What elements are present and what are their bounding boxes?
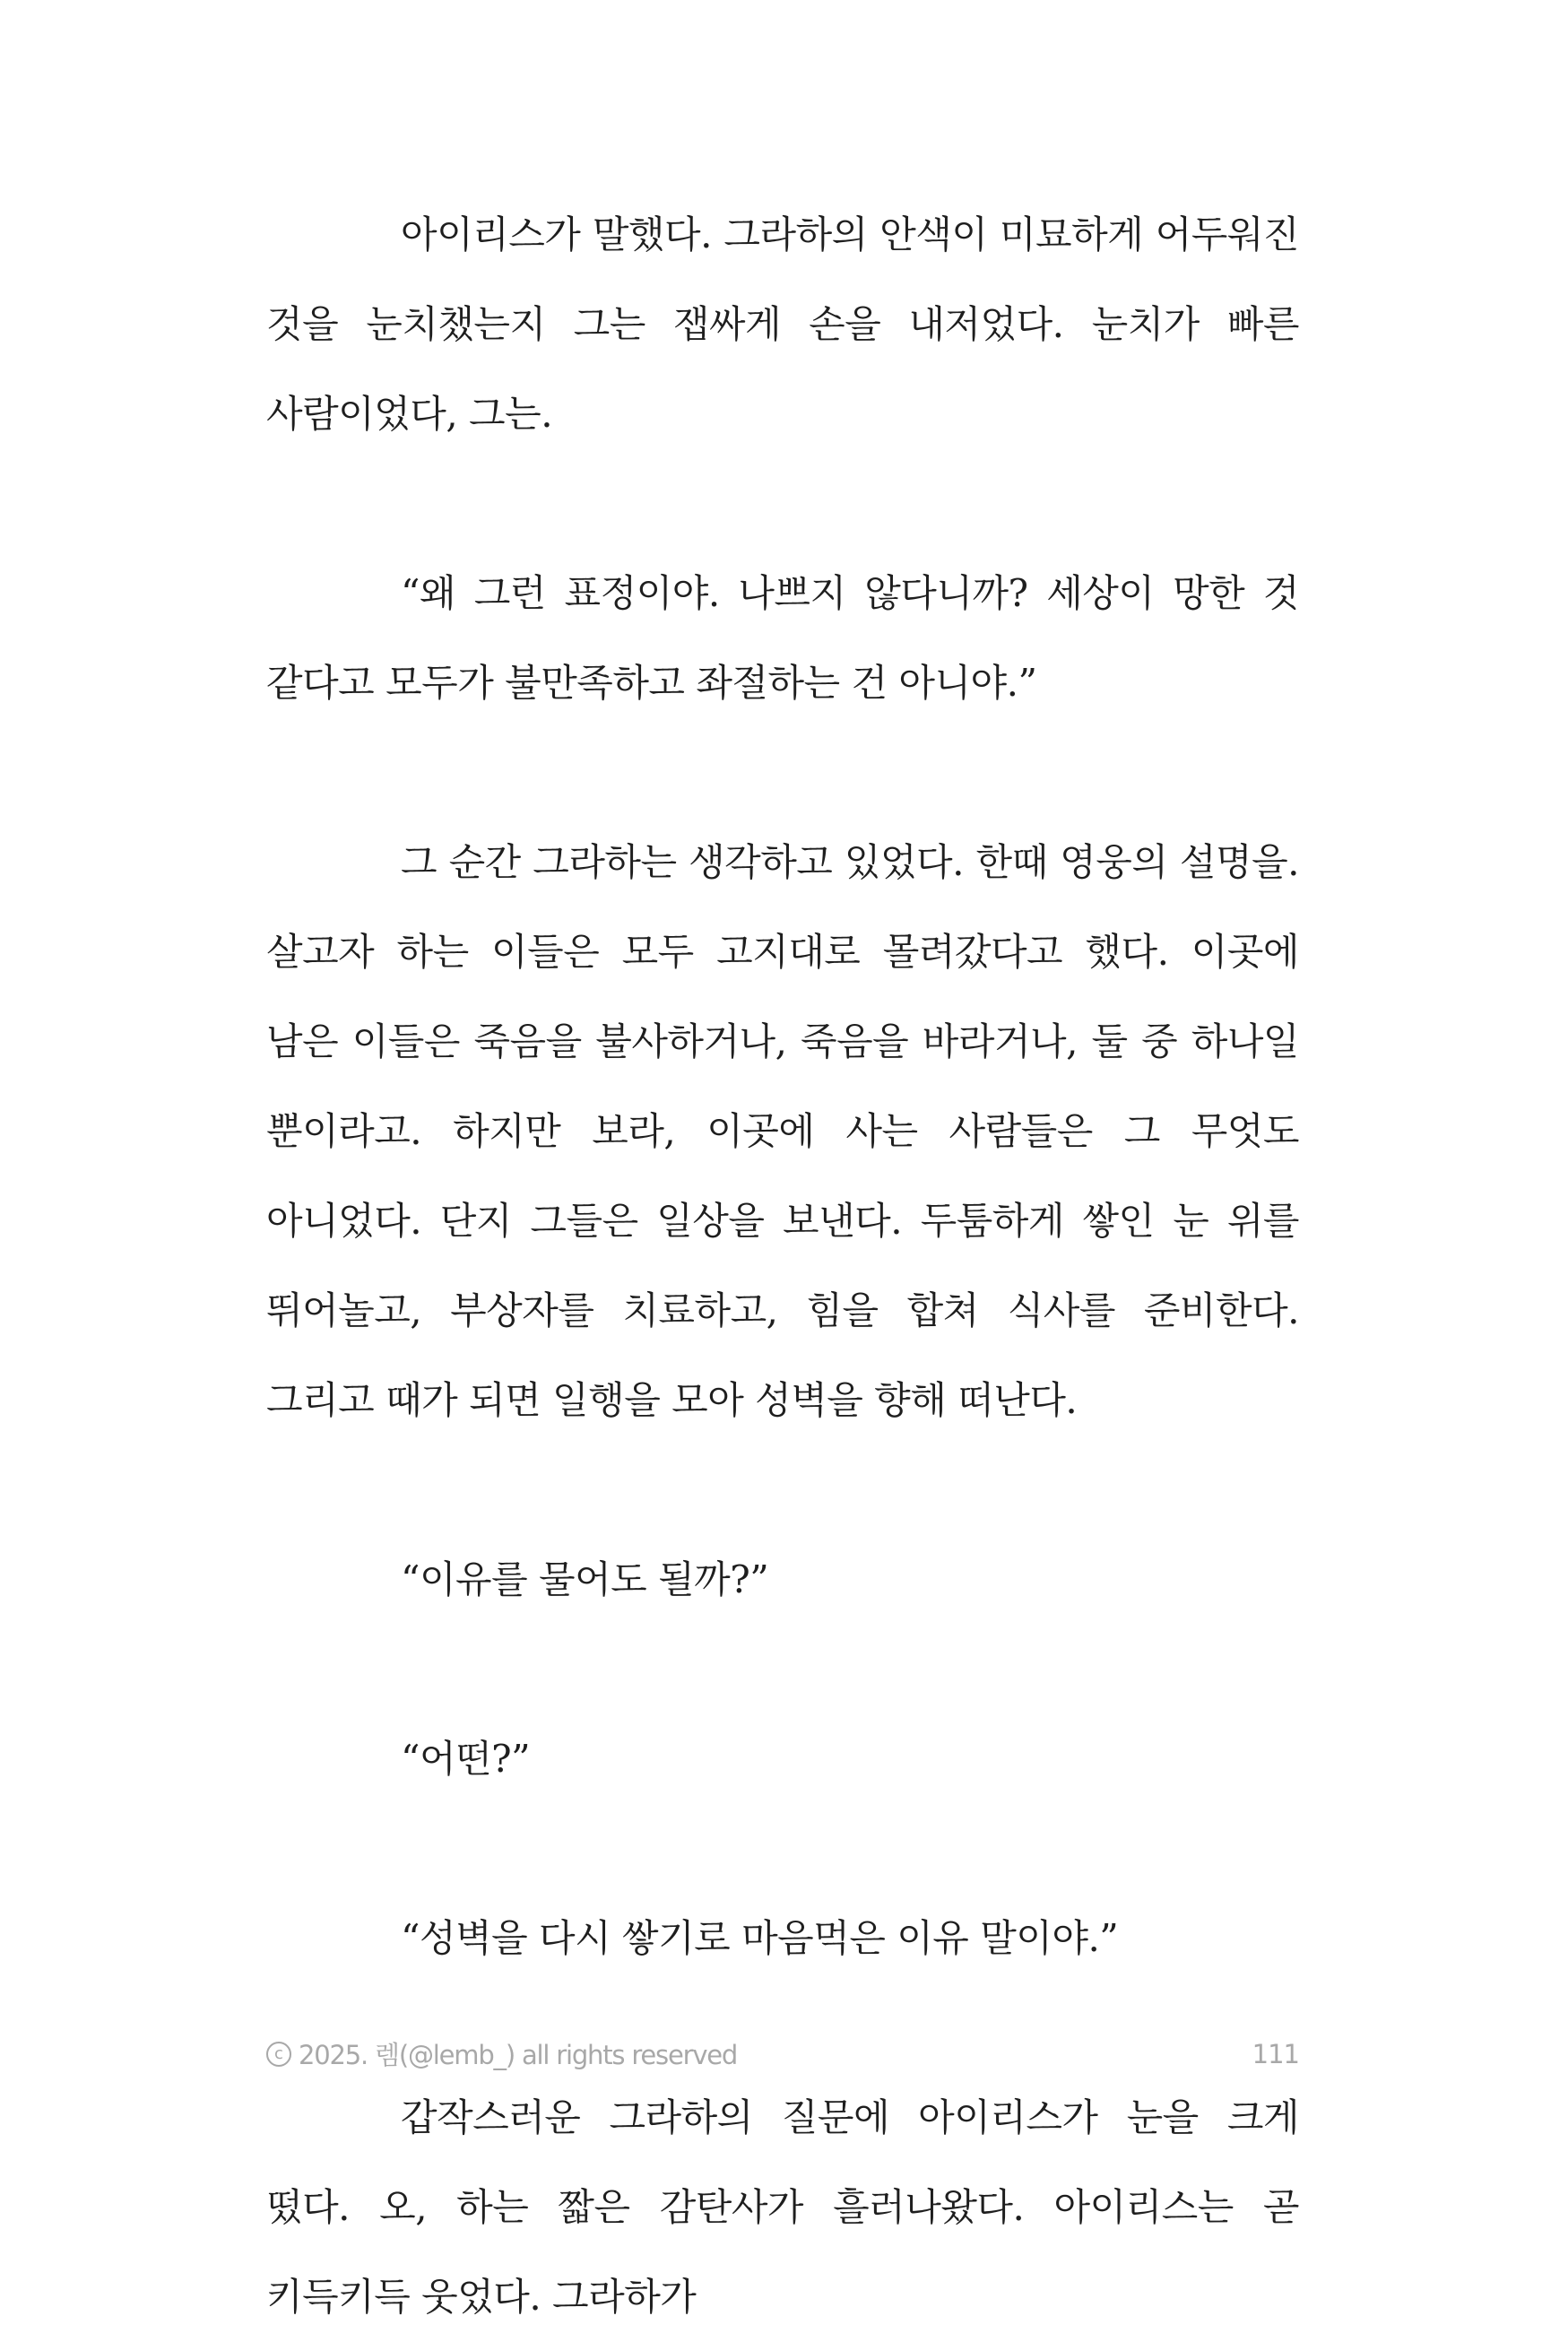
paragraph-gap bbox=[266, 1625, 1299, 1714]
paragraph: “왜 그런 표정이야. 나쁘지 않다니까? 세상이 망한 것 같다고 모두가 불만족하고 좌절하는 건 아니야.” bbox=[266, 571, 1299, 705]
page-footer bbox=[266, 2035, 1299, 2072]
copyright-notice bbox=[266, 2035, 737, 2072]
copyright-text: 2025. 렘(@lemb_) all rights reserved bbox=[299, 2040, 738, 2070]
paragraph-gap bbox=[266, 1445, 1299, 1535]
body-text bbox=[266, 190, 1299, 2342]
paragraph: “성벽을 다시 쌓기로 마음먹은 이유 말이야.” bbox=[401, 1916, 1119, 1960]
paragraph-gap bbox=[266, 459, 1299, 549]
paragraph: 아이리스가 말했다. 그라하의 안색이 미묘하게 어두워진 것을 눈치챘는지 그는 잽싸게 손을 내저었다. 눈치가 빠른 사람이었다, 그는. bbox=[266, 213, 1299, 436]
page-number: 111 bbox=[1252, 2038, 1299, 2069]
paragraph-gap bbox=[266, 1804, 1299, 1894]
paragraph-gap bbox=[266, 728, 1299, 818]
paragraph: 갑작스러운 그라하의 질문에 아이리스가 눈을 크게 떴다. 오, 하는 짧은 감탄사가 흘러나왔다. 아이리스는 곧 키득키득 웃었다. 그라하가 bbox=[266, 2095, 1299, 2319]
copyright-icon: c bbox=[266, 2042, 291, 2067]
paragraph: “어떤?” bbox=[401, 1737, 531, 1781]
paragraph: 그 순간 그라하는 생각하고 있었다. 한때 영웅의 설명을. 살고자 하는 이들은 모두 고지대로 몰려갔다고 했다. 이곳에 남은 이들은 죽음을 불사하거나, 죽음을 바라거나, 둘 중 하나일 뿐이라고. 하지만 보라, 이곳에 사는 사람들은 그 무엇도 아니었다. 단지 그들은 일상을 보낸다. 두툼하게 쌓인 눈 위를 뛰어놀고, 부상자를 치료하고, 힘을 합쳐 식사를 준비한다. 그리고 때가 되면 일행을 모아 성벽을 향해 떠난다. bbox=[266, 840, 1299, 1422]
paragraph: “이유를 물어도 될까?” bbox=[401, 1557, 769, 1601]
